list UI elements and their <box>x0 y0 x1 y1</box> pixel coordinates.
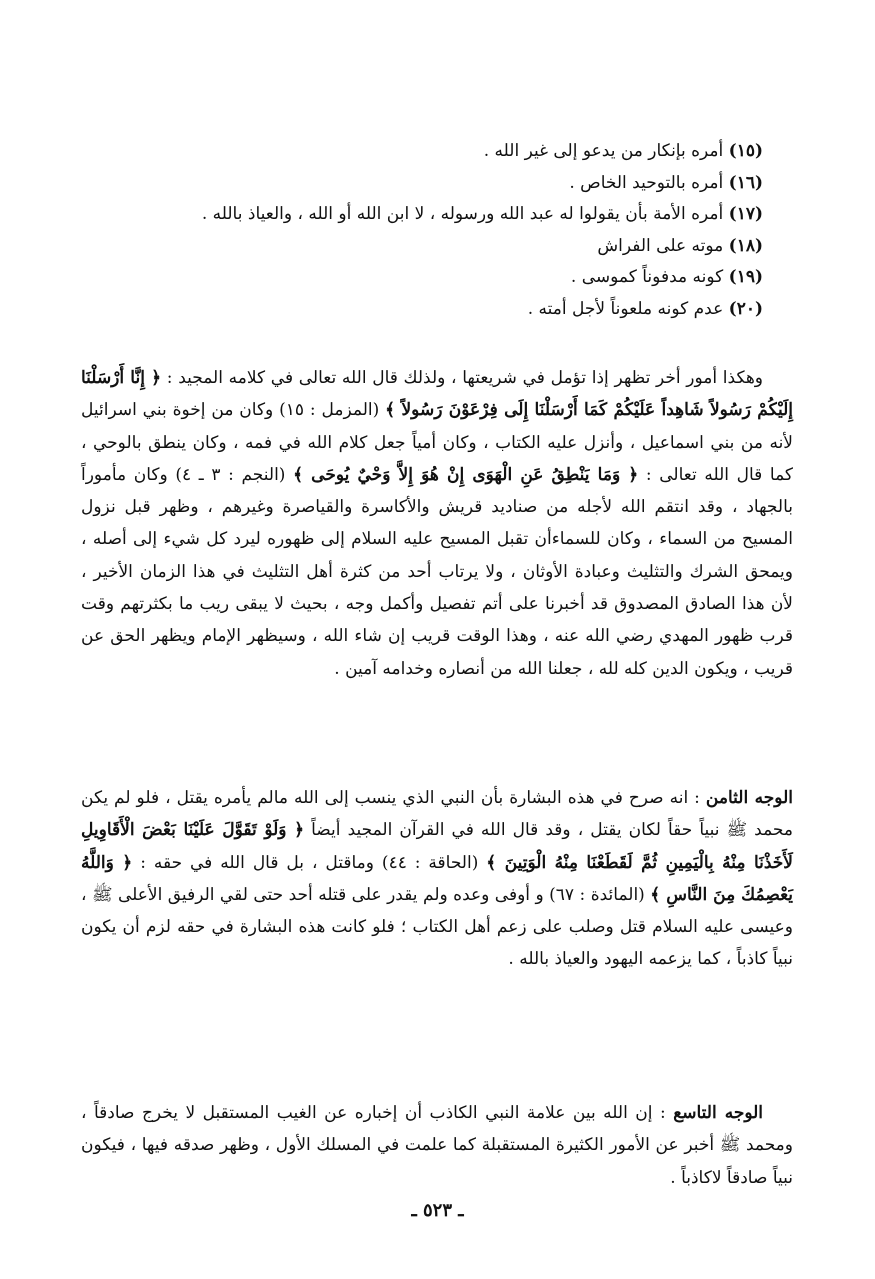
list-item <box>103 294 763 326</box>
item-text: موته على الفراش <box>597 235 724 256</box>
paragraph-prophecy-signs <box>81 362 793 685</box>
quran-verse: ﴿ وَاللَّهُ يَعْصِمُكَ مِنَ النَّاسِ ﴾ <box>81 852 794 905</box>
paragraph-eighth-aspect <box>81 782 793 976</box>
quran-verse: ﴿ وَمَا يَنْطِقُ عَنِ الْهَوَى إِنْ هُوَ إِلاَّ وَحْيٌ يُوحَى ﴾ <box>293 464 639 485</box>
item-number: (١٦) <box>728 172 763 193</box>
item-text: كونه مدفوناً كموسى . <box>570 267 724 288</box>
page-number: ـ ٥٢٣ ـ <box>411 1200 464 1221</box>
paragraph-ninth-aspect <box>81 1097 793 1194</box>
item-number: (٢٠) <box>728 298 763 319</box>
item-text: أمره بإنكار من يدعو إلى غير الله . <box>483 141 724 161</box>
item-number: (١٥) <box>728 141 763 161</box>
list-item <box>103 231 763 263</box>
item-text: أمره الأمة بأن يقولوا له عبد الله ورسوله ، لا ابن الله أو الله ، والعياذ بالله . <box>201 204 724 225</box>
list-item <box>103 199 763 231</box>
quran-verse: ﴿ وَلَوْ تَقَوَّلَ عَلَيْنَا بَعْضَ الْأَقَاوِيلِ لَأَخَذْنَا مِنْهُ بِالْيَمِينِ ثُمَّ لَقَطَعْنَا مِنْهُ الْوَتِينَ ﴾ <box>81 820 794 873</box>
verse-reference: (المزمل : ١٥) <box>279 400 380 421</box>
list-item <box>103 168 763 200</box>
paragraph-text: : انه صرح في هذه البشارة بأن النبي الذي ينسب إلى الله مالم يأمره يقتل ، فلو لم يكن محمد ﷺ نبياً حقاً لكان يقتل ، وقد قال الله في القرآن المجيد أيضاً <box>81 788 794 841</box>
item-text: أمره بالتوحيد الخاص . <box>569 172 724 193</box>
section-heading: الوجه التاسع <box>673 1103 764 1123</box>
paragraph-intro: وهكذا أمور أخر تظهر إذا تؤمل في شريعتها ، ولذلك قال الله تعالى في كلامه المجيد : <box>166 368 764 388</box>
item-number: (١٩) <box>728 267 763 288</box>
item-number: (١٨) <box>728 235 763 256</box>
section-heading: الوجه الثامن <box>705 788 793 808</box>
numbered-list <box>103 136 763 326</box>
list-item <box>103 262 763 294</box>
paragraph-text: (الحاقة : ٤٤) وماقتل ، بل قال الله في حقه : <box>140 852 479 873</box>
item-number: (١٧) <box>728 204 763 225</box>
paragraph-text: : إن الله بين علامة النبي الكاذب أن إخباره عن الغيب المستقبل لا يخرج صادقاً ، ومحمد ﷺ أخبر عن الأمور الكثيرة المستقبلة كما علمت في المسلك الأول ، وظهر صدقه فيها ، فيكون نبياً صادقاً لاكاذباً . <box>81 1103 793 1188</box>
quran-verse: ﴿ إِنَّا أَرْسَلْنَا إِلَيْكُمْ رَسُولاً شَاهِداً عَلَيْكُمْ كَمَا أَرْسَلْنَا إِلَى فِرْعَوْنَ رَسُولاً ﴾ <box>81 368 794 421</box>
paragraph-text: (النجم : ٣ ـ ٤) وكان مأموراً بالجهاد ، وقد انتقم الله لأجله من صناديد قريش والأكاسرة والقياصرة وغيرهم ، وظهر قبل نزول المسيح من السماء ، وكان للسماءأن تقبل المسيح عليه السلام إلى ظهوره ليرد كل شيء إلى أصله ، ويمحق الشرك والتثليث وعبادة الأوثان ، ولا يرتاب أحد من كثرة أهل التثليث في هذا الزمان الأخير ، لأن هذا الصادق المصدوق قد أخبرنا على أتم تفصيل وأكمل وجه ، بحيث لا يبقى ريب ما بكثرتهم وقت قرب ظهور المهدي رضي الله عنه ، وهذا الوقت قريب إن شاء الله ، وسيظهر الإمام ويظهر الحق عن قريب ، ويكون الدين كله لله ، جعلنا الله من أنصاره وخدامه آمين . <box>81 464 793 679</box>
paragraph-text: وكان من إخوة بني اسرائيل لأنه من بني اسماعيل ، وأنزل عليه الكتاب ، وكان أمياً جعل كلام الله في فمه ، وكان ينطق بالوحي ، كما قال الله تعالى : <box>81 400 794 485</box>
list-item <box>103 136 763 168</box>
item-text: عدم كونه ملعوناً لأجل أمته . <box>527 298 724 319</box>
paragraph-text: (المائدة : ٦٧) و أوفى وعده ولم يقدر على قتله أحد حتى لقي الرفيق الأعلى ﷺ ، وعيسى عليه السلام قتل وصلب على زعم أهل الكتاب ؛ فلو كانت هذه البشارة في حقه لزم أن يكون نبياً كاذباً ، كما يزعمه اليهود والعياذ بالله . <box>81 884 793 970</box>
